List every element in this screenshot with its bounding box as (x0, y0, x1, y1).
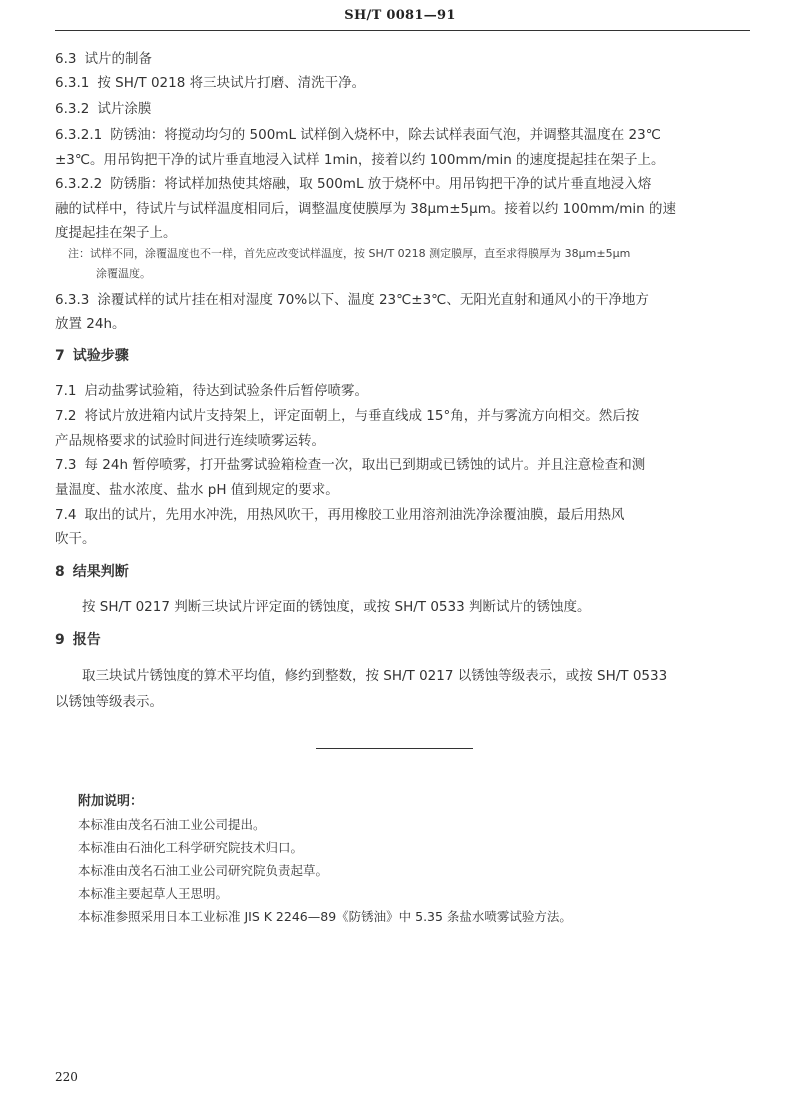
section-6-3-1 (55, 71, 365, 91)
paragraph-line: 取出的试片，先用水冲洗，用热风吹干，再用橡胶工业用溶剂油洗净涂覆油膜，最后用热风 (84, 507, 625, 523)
section-7-heading (55, 345, 129, 365)
appendix-item: 本标准由茂名石油工业公司提出。 (78, 817, 266, 832)
paragraph-line: 产品规格要求的试验时间进行连续喷雾运转。 (55, 433, 325, 449)
section-6-3-2-heading (55, 97, 151, 117)
section-number: 6.3.2.1 (55, 127, 103, 143)
section-number: 9 (55, 632, 65, 648)
section-7-3 (55, 453, 645, 473)
running-header: SH/T 0081—91 (344, 8, 456, 23)
paragraph-line: 取三块试片锈蚀度的算术平均值，修约到整数，按 SH/T 0217 以锈蚀等级表示，或按 SH/T 0533 (82, 668, 668, 684)
section-title: 试片的制备 (84, 51, 152, 67)
section-number: 7.2 (55, 408, 77, 424)
section-title: 试片涂膜 (97, 101, 152, 117)
paragraph-line: 每 24h 暂停喷雾，打开盐雾试验箱检查一次，取出已到期或已锈蚀的试片。并且注意检查和测 (84, 457, 646, 473)
paragraph-line: ±3℃。用吊钩把干净的试片垂直地浸入试样 1min，接着以约 100mm/min 的速度提起挂在架子上。 (55, 152, 665, 168)
section-number: 6.3 (55, 51, 77, 67)
paragraph-line: 将试片放进箱内试片支持架上，评定面朝上，与垂直线成 15°角，并与雾流方向相交。然后按 (84, 408, 640, 424)
appendix-item: 本标准由茂名石油工业公司研究院负责起草。 (78, 863, 329, 878)
note-line: 注：试样不同，涂覆温度也不一样，首先应改变试样温度，按 SH/T 0218 测定膜厚，直至求得膜厚为 38μm±5μm (68, 247, 631, 260)
section-7-1 (55, 379, 368, 399)
paragraph-line: 放置 24h。 (55, 316, 126, 332)
section-6-3-3 (55, 288, 649, 308)
paragraph-line: 度提起挂在架子上。 (55, 225, 177, 241)
paragraph-text: 按 SH/T 0217 判断三块试片评定面的锈蚀度，或按 SH/T 0533 判断试片的锈蚀度。 (82, 599, 591, 615)
paragraph-line: 融的试样中，待试片与试样温度相同后，调整温度使膜厚为 38μm±5μm。接着以约 100mm/min 的速 (55, 201, 677, 217)
header-rule (55, 30, 750, 31)
paragraph-line: 涂覆试样的试片挂在相对湿度 70%以下、温度 23℃±3℃、无阳光直射和通风小的干净地方 (97, 292, 649, 308)
section-number: 6.3.1 (55, 75, 90, 91)
appendix-item: 本标准参照采用日本工业标准 JIS K 2246—89《防锈油》中 5.35 条盐水喷雾试验方法。 (78, 909, 572, 924)
paragraph-line: 防锈油：将搅动均匀的 500mL 试样倒入烧杯中，除去试样表面气泡，并调整其温度在 23℃ (110, 127, 661, 143)
section-title: 结果判断 (72, 564, 129, 580)
section-6-3-2-1 (55, 123, 661, 143)
section-number: 7.1 (55, 383, 77, 399)
section-7-4 (55, 503, 624, 523)
appendix-item: 本标准主要起草人王思明。 (78, 886, 229, 901)
section-number: 6.3.2.2 (55, 176, 103, 192)
paragraph-line: 量温度、盐水浓度、盐水 pH 值到规定的要求。 (55, 482, 339, 498)
section-6-3-2-2 (55, 172, 651, 192)
appendix-title: 附加说明： (78, 794, 144, 809)
section-number: 7.4 (55, 507, 77, 523)
appendix-item: 本标准由石油化工科学研究院技术归口。 (78, 840, 304, 855)
section-number: 7.3 (55, 457, 77, 473)
section-title: 试验步骤 (72, 348, 129, 364)
paragraph-line: 以锈蚀等级表示。 (55, 694, 163, 710)
section-7-2 (55, 404, 639, 424)
paragraph-text: 按 SH/T 0218 将三块试片打磨、清洗干净。 (97, 75, 366, 91)
page-number: 220 (55, 1070, 78, 1084)
section-divider (316, 748, 473, 749)
note-label: 注： (68, 247, 90, 260)
section-9-heading (55, 629, 101, 649)
section-number: 6.3.2 (55, 101, 90, 117)
section-8-heading (55, 561, 129, 581)
section-6-3-heading (55, 47, 152, 67)
paragraph-line: 防锈脂：将试样加热使其熔融，取 500mL 放于烧杯中。用吊钩把干净的试片垂直地浸入熔 (110, 176, 652, 192)
paragraph-line: 吹干。 (55, 531, 96, 547)
note-line: 涂覆温度。 (96, 267, 151, 280)
section-number: 6.3.3 (55, 292, 90, 308)
section-number: 8 (55, 564, 65, 580)
paragraph-text: 启动盐雾试验箱，待达到试验条件后暂停喷雾。 (84, 383, 368, 399)
section-number: 7 (55, 348, 65, 364)
section-title: 报告 (72, 632, 101, 648)
